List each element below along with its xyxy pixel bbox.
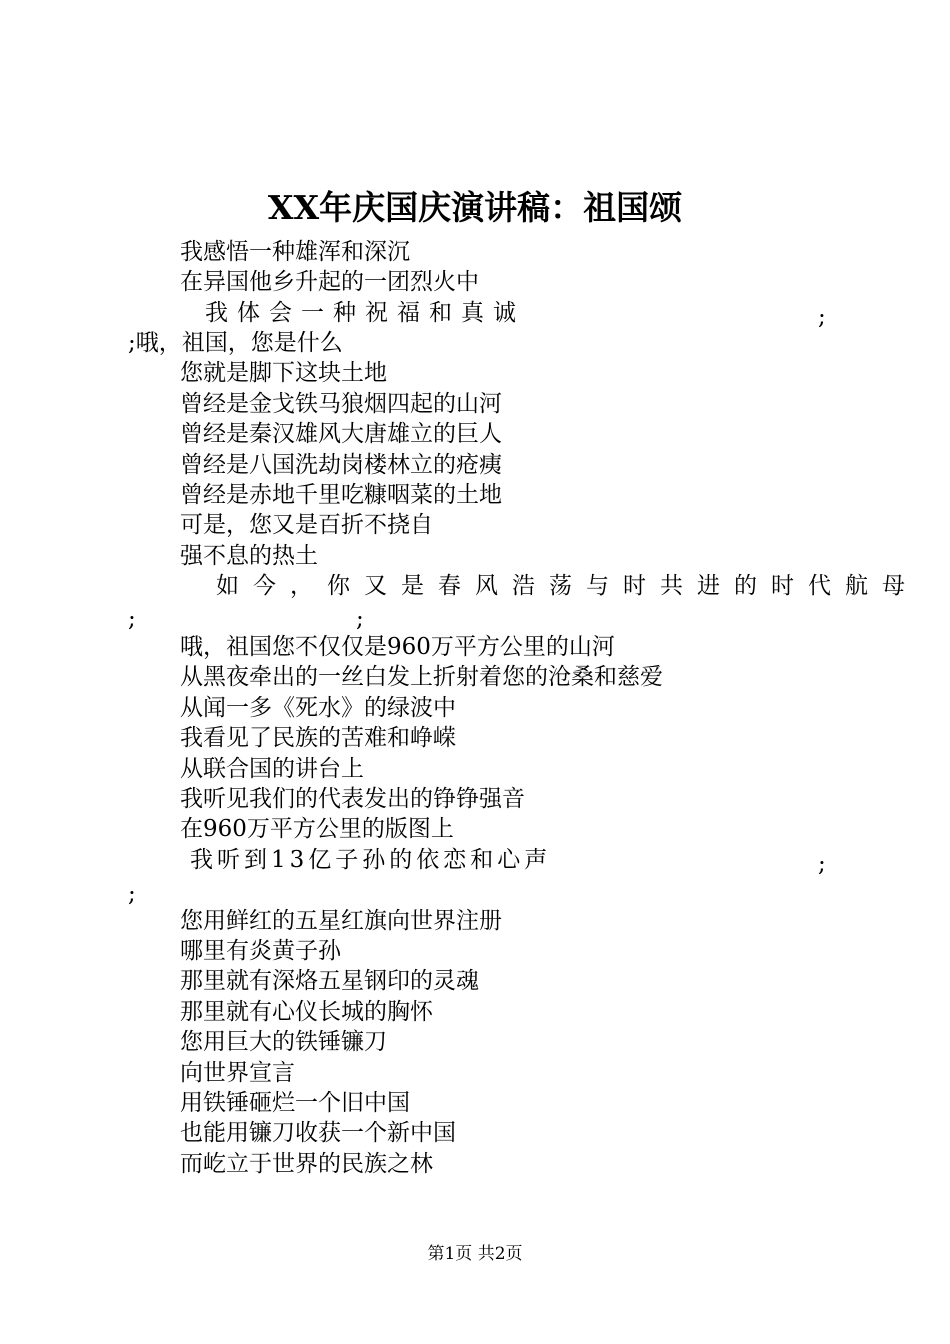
- poem-line: 我感悟一种雄浑和深沉: [180, 239, 410, 265]
- poem-line: 用铁锤砸烂一个旧中国: [180, 1090, 410, 1116]
- semicolon-mark: ;: [128, 881, 136, 907]
- poem-line: 您就是脚下这块土地: [180, 360, 387, 386]
- document-title: XX年庆国庆演讲稿：祖国颂: [267, 188, 683, 227]
- poem-line: 那里就有心仪长城的胸怀: [180, 999, 433, 1025]
- poem-line: 从闻一多《死水》的绿波中: [180, 695, 456, 721]
- poem-line: 从黑夜牵出的一丝白发上折射着您的沧桑和慈爱: [180, 664, 663, 690]
- poem-line: 您用巨大的铁锤镰刀: [180, 1029, 387, 1055]
- poem-line: 曾经是赤地千里吃糠咽菜的土地: [180, 482, 502, 508]
- poem-line: 您用鲜红的五星红旗向世界注册: [180, 908, 502, 934]
- poem-line: 也能用镰刀收获一个新中国: [180, 1120, 456, 1146]
- semicolon-mark: ;: [818, 851, 826, 877]
- semicolon-mark: ;: [356, 606, 364, 632]
- poem-line: 曾经是金戈铁马狼烟四起的山河: [180, 391, 502, 417]
- poem-line: 那里就有深烙五星钢印的灵魂: [180, 968, 479, 994]
- poem-line: 哪里有炎黄子孙: [180, 938, 341, 964]
- poem-line: 我看见了民族的苦难和峥嵘: [180, 725, 456, 751]
- poem-line: 而屹立于世界的民族之林: [180, 1151, 433, 1177]
- poem-line: 强不息的热土: [180, 543, 318, 569]
- poem-line: ;哦，祖国，您是什么: [128, 330, 343, 356]
- poem-line: 曾经是秦汉雄风大唐雄立的巨人: [180, 421, 502, 447]
- poem-line: 曾经是八国洗劫岗楼林立的疮痍: [180, 452, 502, 478]
- poem-line: 我体会一种祝福和真诚: [205, 300, 525, 326]
- poem-line: 在异国他乡升起的一团烈火中: [180, 269, 479, 295]
- poem-line: 向世界宣言: [180, 1060, 295, 1086]
- poem-line: 如今，你又是春风浩荡与时共进的时代航母: [216, 573, 919, 599]
- poem-line: 我听到13亿子孙的依恋和心声: [190, 847, 552, 873]
- semicolon-mark: ;: [128, 606, 136, 632]
- poem-line: 在960万平方公里的版图上: [180, 816, 454, 842]
- poem-line: 我听见我们的代表发出的铮铮强音: [180, 786, 525, 812]
- page-number-footer: 第1页 共2页: [427, 1244, 523, 1264]
- poem-line: 哦，祖国您不仅仅是960万平方公里的山河: [180, 634, 615, 660]
- poem-line: 从联合国的讲台上: [180, 756, 364, 782]
- poem-line: 可是，您又是百折不挠自: [180, 512, 433, 538]
- semicolon-mark: ;: [818, 304, 826, 330]
